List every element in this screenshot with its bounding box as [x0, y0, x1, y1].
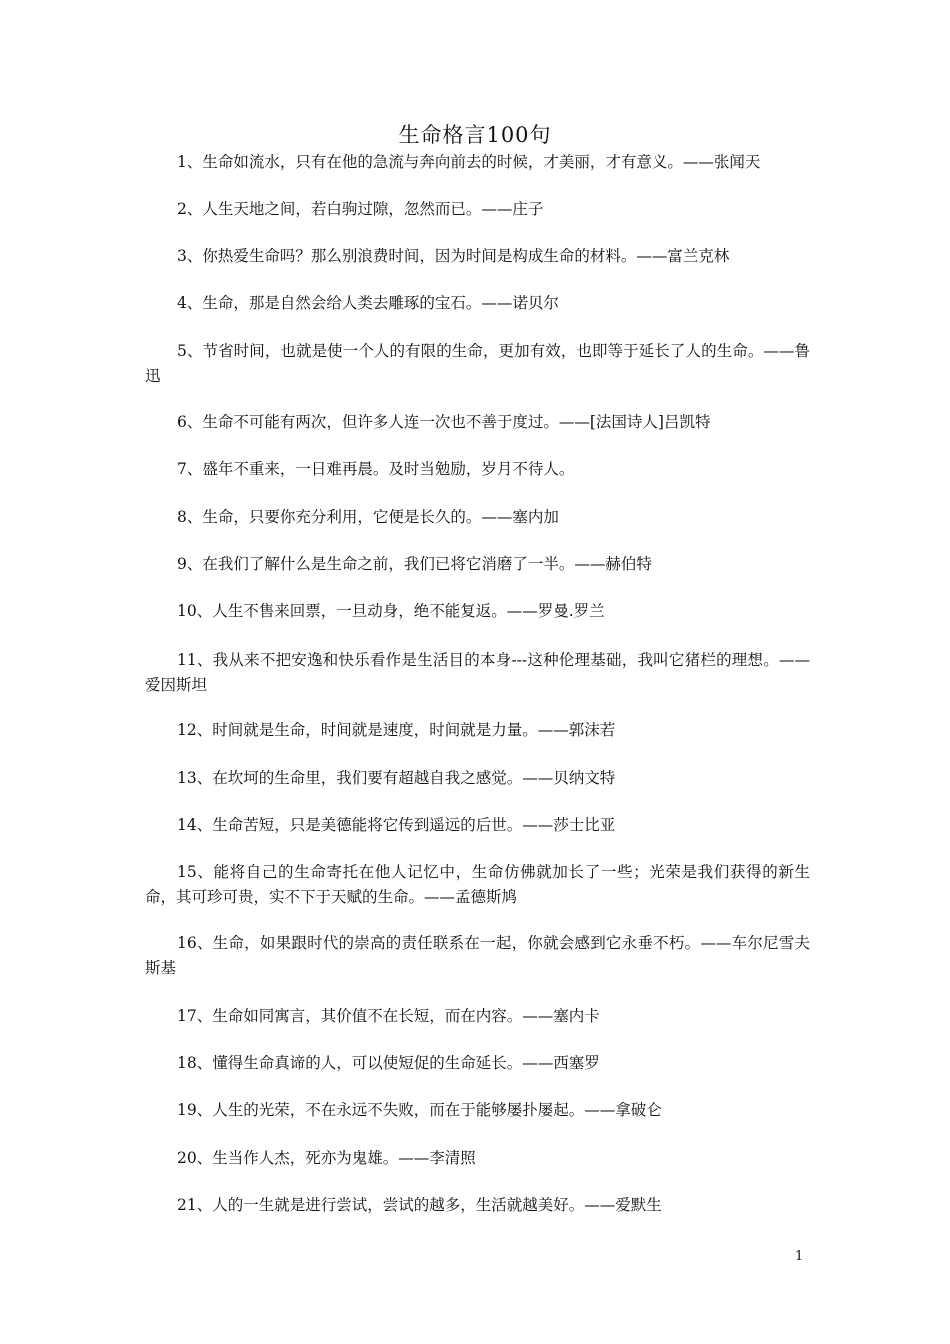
quote-item: 4、生命，那是自然会给人类去雕琢的宝石。——诺贝尔 [177, 294, 559, 312]
quote-item: 1、生命如流水，只有在他的急流与奔向前去的时候，才美丽，才有意义。——张闻天 [177, 153, 761, 171]
quote-item: 8、生命，只要你充分利用，它便是长久的。——塞内加 [177, 508, 559, 526]
quote-item: 14、生命苦短，只是美德能将它传到遥远的后世。——莎士比亚 [177, 816, 616, 834]
quote-item: 5、节省时间，也就是使一个人的有限的生命，更加有效，也即等于延长了人的生命。——鲁迅 [145, 342, 810, 385]
quote-item: 15、能将自己的生命寄托在他人记忆中，生命仿佛就加长了一些；光荣是我们获得的新生命，其可珍可贵，实不下于天赋的生命。——孟德斯鸠 [145, 863, 810, 906]
quote-item: 3、你热爱生命吗？那么别浪费时间，因为时间是构成生命的材料。——富兰克林 [177, 247, 730, 265]
page-number: 1 [795, 1249, 804, 1264]
quote-item: 2、人生天地之间，若白驹过隙，忽然而已。——庄子 [177, 200, 544, 218]
quote-item: 19、人生的光荣，不在永远不失败，而在于能够屡扑屡起。——拿破仑 [177, 1101, 662, 1119]
quote-item: 12、时间就是生命，时间就是速度，时间就是力量。——郭沫若 [177, 721, 616, 739]
quote-item: 13、在坎坷的生命里，我们要有超越自我之感觉。——贝纳文特 [177, 769, 616, 787]
page-title: 生命格言100句 [398, 123, 552, 147]
quote-item: 10、人生不售来回票，一旦动身，绝不能复返。——罗曼.罗兰 [177, 602, 605, 620]
quote-item: 9、在我们了解什么是生命之前，我们已将它消磨了一半。——赫伯特 [177, 555, 652, 573]
quote-item: 17、生命如同寓言，其价值不在长短，而在内容。——塞内卡 [177, 1007, 600, 1025]
quote-item: 11、我从来不把安逸和快乐看作是生活目的本身---这种伦理基础，我叫它猪栏的理想。——爱因斯坦 [145, 651, 810, 694]
quote-item: 21、人的一生就是进行尝试，尝试的越多，生活就越美好。——爱默生 [177, 1196, 662, 1214]
quote-item: 6、生命不可能有两次，但许多人连一次也不善于度过。——[法国诗人]吕凯特 [177, 413, 711, 431]
quote-item: 18、懂得生命真谛的人，可以使短促的生命延长。——西塞罗 [177, 1054, 600, 1072]
quote-item: 20、生当作人杰，死亦为鬼雄。——李清照 [177, 1149, 476, 1167]
quote-item: 7、盛年不重来，一日难再晨。及时当勉励，岁月不待人。 [177, 460, 575, 478]
quote-item: 16、生命，如果跟时代的崇高的责任联系在一起，你就会感到它永垂不朽。——车尔尼雪夫斯基 [145, 934, 810, 977]
